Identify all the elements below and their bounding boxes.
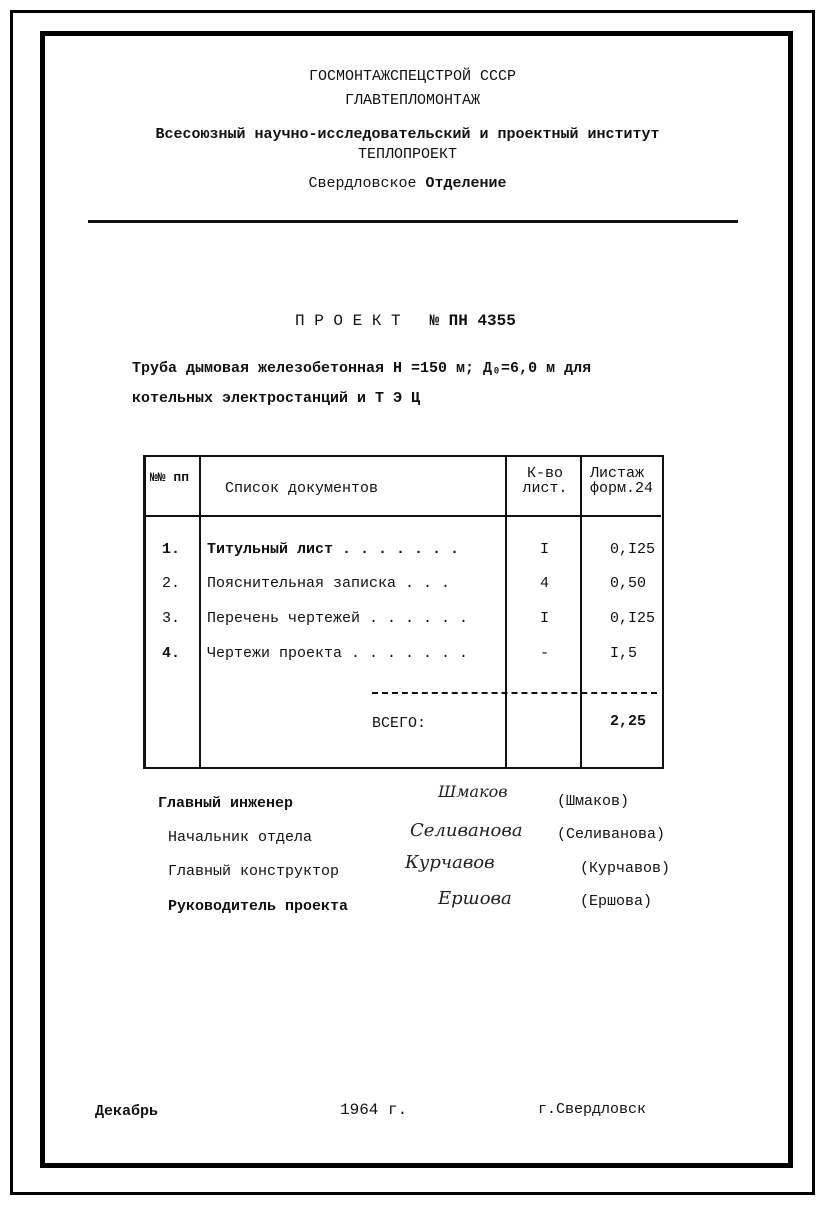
header-name: Список документов	[225, 480, 379, 497]
handwritten-signature: Курчавов	[405, 852, 495, 873]
row-num: 2.	[162, 575, 181, 592]
row-sheets: -	[540, 645, 550, 662]
institute-short: ТЕПЛОПРОЕКТ	[357, 146, 458, 163]
handwritten-signature: Ершова	[438, 888, 512, 909]
row-format: I,5	[610, 645, 638, 662]
signature-name: (Ершова)	[580, 893, 653, 910]
row-format: 0,I25	[610, 610, 656, 627]
signature-role: Главный инженер	[158, 795, 294, 812]
row-num: 1.	[162, 541, 181, 558]
project-number: № ПН 4355	[429, 312, 516, 330]
branch-label: Отделение	[425, 175, 507, 192]
signature-name: (Селиванова)	[557, 826, 666, 843]
institute-name: Всесоюзный научно-исследовательский и проектный институт	[155, 126, 660, 143]
row-sheets: I	[540, 541, 550, 558]
handwritten-signature: Шмаков	[438, 782, 508, 801]
handwritten-signature: Селиванова	[410, 820, 523, 841]
project-description-2: котельных электростанций и Т Э Ц	[132, 390, 421, 407]
row-format: 0,50	[610, 575, 647, 592]
signature-role: Начальник отдела	[168, 829, 313, 846]
project-label: П Р О Е К Т	[295, 312, 401, 330]
total-value: 2,25	[610, 713, 647, 730]
total-label: ВСЕГО:	[372, 715, 427, 732]
row-name: Титульный лист . . . . . . .	[207, 541, 460, 558]
signature-name: (Курчавов)	[580, 860, 671, 877]
row-sheets: I	[540, 610, 550, 627]
table-divider	[505, 455, 507, 767]
total-separator	[372, 692, 657, 694]
table-divider	[199, 455, 201, 767]
project-description-1: Труба дымовая железобетонная Н =150 м; Д₀=6,0 м для	[132, 360, 592, 377]
footer-year: 1964 г.	[340, 1101, 408, 1119]
signature-role: Главный конструктор	[168, 863, 340, 880]
branch-city: Свердловское	[308, 175, 417, 192]
row-sheets: 4	[540, 575, 550, 592]
header-sheets: К-во лист.	[522, 465, 568, 497]
branch-name	[0, 175, 825, 192]
table-divider	[580, 455, 582, 767]
row-name: Перечень чертежей . . . . . .	[207, 610, 469, 627]
footer-month: Декабрь	[95, 1103, 159, 1120]
row-name: Чертежи проекта . . . . . . .	[207, 645, 469, 662]
project-title	[295, 312, 516, 330]
ministry-name: ГОСМОНТАЖСПЕЦСТРОЙ СССР	[308, 68, 517, 85]
header-format: Листаж форм.24	[590, 465, 654, 497]
header-num: №№ пп	[150, 470, 190, 485]
signature-name: (Шмаков)	[557, 793, 630, 810]
row-format: 0,I25	[610, 541, 656, 558]
row-num: 4.	[162, 645, 181, 662]
row-num: 3.	[162, 610, 181, 627]
footer-city: г.Свердловск	[538, 1101, 647, 1118]
department-name: ГЛАВТЕПЛОМОНТАЖ	[344, 92, 481, 109]
header-rule	[88, 220, 738, 223]
table-header-rule	[143, 515, 661, 517]
signature-role: Руководитель проекта	[168, 898, 349, 915]
row-name: Пояснительная записка . . .	[207, 575, 451, 592]
